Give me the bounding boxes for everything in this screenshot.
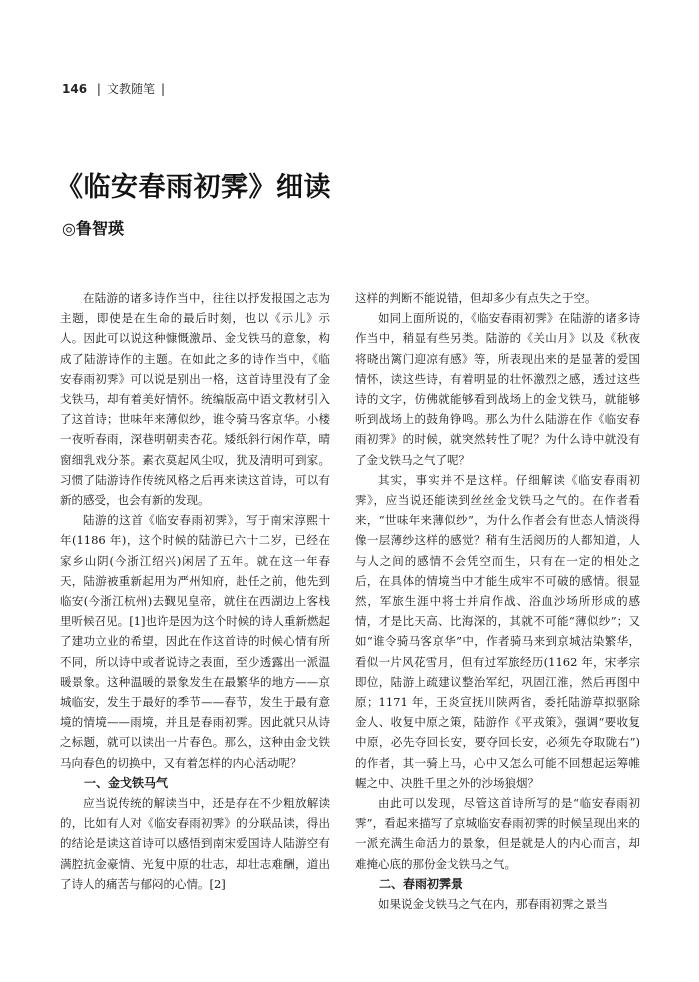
paragraph: 如果说金戈铁马之气在内，那春雨初霁之景当: [378, 897, 608, 912]
paragraph: 由此可以发现，尽管这首诗所写的是“临安春雨初霁”，看起来描写了京城临安春雨初霁的时候呈现出来的一派充满生命活力的景象，但是就是人的内心而言，却难掩心底的那份金戈铁马之气。: [355, 796, 640, 871]
header-separator-left: |: [96, 82, 101, 96]
paragraph-continued: 这样的判断不能说错，但却多少有点失之于空。: [355, 291, 597, 305]
running-header: [62, 80, 171, 97]
article-author: ◎鲁智瑛: [62, 219, 124, 238]
article-title: 《临安春雨初霁》细读: [56, 172, 331, 203]
right-column: [355, 288, 640, 914]
section-heading: 二、春雨初霁景: [379, 876, 464, 891]
header-separator-right: |: [160, 82, 165, 96]
section-name: 文教随笔: [106, 82, 155, 96]
paragraph: 如同上面所说的，《临安春雨初霁》在陆游的诸多诗作当中，稍显有些另类。陆游的《关山月》以及《秋夜将晓出篱门迎凉有感》等，所表现出来的是显著的爱国情怀，读这些诗，有着明显的壮怀激烈之感，透过这些诗的文字，仿佛就能够看到战场上的金戈铁马，就能够听到战场上的鼓角铮鸣。那么为什么陆游在作《临安春雨初霁》的时候，就突然转性了呢？为什么诗中就没有了金戈铁马之气了呢？: [355, 311, 640, 467]
left-column: [60, 288, 330, 894]
section-heading: 一、金戈铁马气: [84, 775, 169, 790]
paragraph: 应当说传统的解读当中，还是存在不少粗放解读的，比如有人对《临安春雨初霁》的分联品读，得出的结论是读这首诗可以感悟到南宋爱国诗人陆游空有满腔抗金豪情、光复中原的壮志，却壮志难酬，道出了诗人的痛苦与郁闷的心情。[2]: [60, 796, 330, 891]
paragraph: 陆游的这首《临安春雨初霁》，写于南宋淳熙十年(1186 年)，这个时候的陆游已六十二岁，已经在家乡山阴(今浙江绍兴)闲居了五年。就在这一年春天，陆游被重新起用为严州知府，赴任之前，他先到临安(今浙江杭州)去觐见皇帝，就住在西湖边上客栈里听候召见。[1]也许是因为这个时候的诗人重新燃起了建功立业的希望，因此在作这首诗的时候心情有所不同，所以诗中或者说诗之表面，至少透露出一派温暖景象。这种温暖的景象发生在最繁华的地方——京城临安，发生于最好的季节——春节，发生于最有意境的情境——雨境，并且是春雨初霁。因此就只从诗之标题，就可以读出一片春色。那么，这种由金戈铁马向春色的切换中，又有着怎样的内心活动呢？: [60, 513, 330, 770]
paragraph: 在陆游的诸多诗作当中，往往以抒发报国之志为主题，即使是在生命的最后时刻，也以《示儿》示人。因此可以说这种慷慨激昂、金戈铁马的意象，构成了陆游诗作的主题。在如此之多的诗作当中，《临安春雨初霁》可以说是别出一格，这首诗里没有了金戈铁马，却有着美好情怀。统编版高中语文教材引入了这首诗；世味年来薄似纱，谁令骑马客京华。小楼一夜听春雨，深巷明朝卖杏花。矮纸斜行闲作草，晴窗细乳戏分茶。素衣莫起风尘叹，犹及清明可到家。习惯了陆游诗作传统风格之后再来读这首诗，可以有新的感受，也会有新的发现。: [60, 291, 330, 508]
page-number: 146: [62, 82, 88, 96]
paragraph: 其实，事实并不是这样。仔细解读《临安春雨初霁》，应当说还能读到丝丝金戈铁马之气的。在作者看来，“世味年来薄似纱”，为什么作者会有世态人情淡得像一层薄纱这样的感觉？稍有生活阅历的人都知道，人与人之间的感情不会凭空而生，只有在一定的相处之后，在具体的情境当中才能生成牢不可破的感情。很显然，军旅生涯中将士并肩作战、浴血沙场所形成的感情，才是比天高、比海深的，其就不可能“薄似纱”；又如“谁令骑马客京华”中，作者骑马来到京城沽染繁华，看似一片风花雪月，但有过军旅经历(1162 年，宋孝宗即位，陆游上疏建议整治军纪，巩固江淮，然后再图中原；1171 年，王炎宣抚川陕两省，委托陆游草拟驱除金人、收复中原之策，陆游作《平戎策》，强调“要收复中原，必先夺回长安，要夺回长安，必须先夺取陇右”)的作者，其一骑上马，心中又怎么可能不回想起运筹帷幄之中、决胜千里之外的沙场狼烟？: [355, 472, 640, 790]
